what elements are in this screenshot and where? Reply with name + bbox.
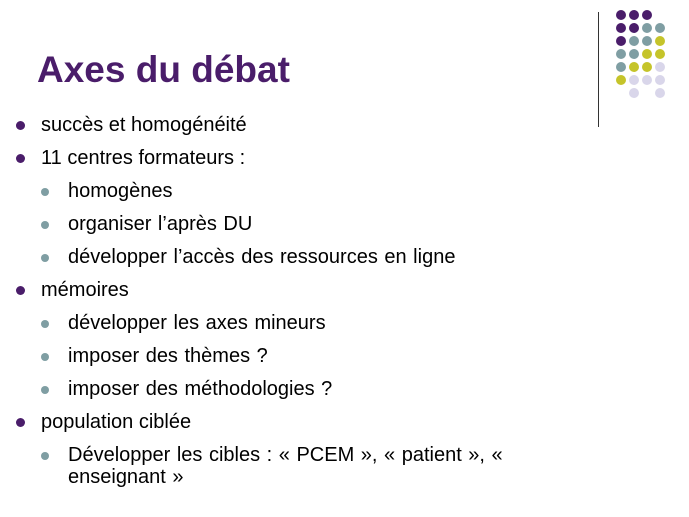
deco-dot: [655, 23, 665, 33]
deco-dot: [642, 62, 652, 72]
bullet-text: imposer des méthodologies ?: [68, 378, 333, 400]
bullet-dot-icon: [41, 386, 49, 394]
bullet-text: mémoires: [41, 279, 129, 301]
deco-dot: [655, 75, 665, 85]
deco-dot: [616, 23, 626, 33]
bullet-text: imposer des thèmes ?: [68, 345, 268, 367]
bullet-item-level1: [0, 147, 620, 180]
deco-dot: [616, 62, 626, 72]
deco-dot: [642, 10, 652, 20]
bullet-text: développer l’accès des ressources en ligne: [68, 246, 456, 268]
deco-dot: [629, 62, 639, 72]
deco-dot: [629, 49, 639, 59]
deco-dot: [616, 49, 626, 59]
bullet-text: organiser l’après DU: [68, 213, 253, 235]
bullet-item-level2: [0, 444, 548, 500]
bullet-dot-icon: [41, 221, 49, 229]
bullet-item-level2: [0, 180, 620, 213]
deco-dot: [655, 36, 665, 46]
bullet-item-level2: [0, 246, 620, 279]
deco-dot: [616, 10, 626, 20]
bullet-text: développer les axes mineurs: [68, 312, 326, 334]
bullet-dot-icon: [16, 286, 25, 295]
bullet-item-level1: [0, 411, 620, 444]
bullet-item-level2: [0, 312, 620, 345]
bullet-item-level2: [0, 378, 620, 411]
bullet-item-level1: [0, 279, 620, 312]
bullet-dot-icon: [41, 188, 49, 196]
bullet-item-level2: [0, 345, 620, 378]
bullet-text: population ciblée: [41, 411, 192, 433]
bullet-dot-icon: [41, 353, 49, 361]
deco-dot: [629, 88, 639, 98]
deco-dot: [616, 36, 626, 46]
bullet-dot-icon: [41, 254, 49, 262]
bullet-text: homogènes: [68, 180, 173, 202]
decorative-dot-grid: [596, 10, 676, 128]
deco-dot: [629, 36, 639, 46]
deco-dot: [629, 75, 639, 85]
bullet-list: [0, 114, 620, 500]
bullet-item-level1: [0, 114, 620, 147]
deco-dot: [642, 36, 652, 46]
deco-dot: [655, 88, 665, 98]
deco-dot: [616, 75, 626, 85]
bullet-text: Développer les cibles : « PCEM », « patient », « enseignant »: [68, 444, 503, 488]
bullet-dot-icon: [16, 121, 25, 130]
deco-dot: [629, 10, 639, 20]
deco-dot: [642, 75, 652, 85]
bullet-dot-icon: [16, 418, 25, 427]
deco-dot: [642, 49, 652, 59]
bullet-text: succès et homogénéité: [41, 114, 247, 136]
bullet-text: 11 centres formateurs :: [41, 147, 246, 169]
deco-dot: [655, 62, 665, 72]
bullet-dot-icon: [16, 154, 25, 163]
bullet-dot-icon: [41, 452, 49, 460]
bullet-item-level2: [0, 213, 620, 246]
deco-dot: [655, 49, 665, 59]
slide-title: Axes du débat: [37, 49, 290, 90]
bullet-dot-icon: [41, 320, 49, 328]
deco-dot: [642, 23, 652, 33]
deco-dot: [629, 23, 639, 33]
